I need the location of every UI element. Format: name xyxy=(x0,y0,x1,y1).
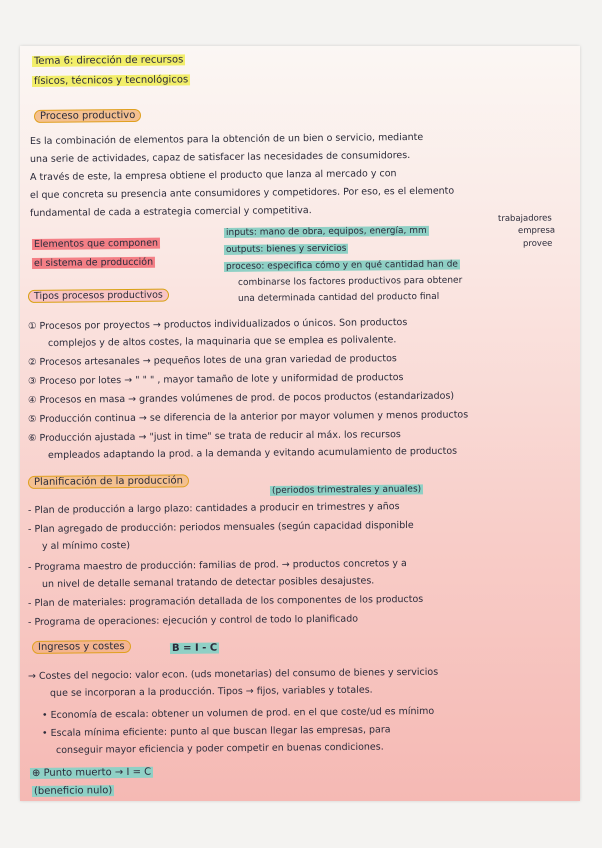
proceso-line-3: A través de este, la empresa obtiene el producto que lanza al mercado y con xyxy=(29,168,397,183)
beneficio-formula: B = I - C xyxy=(171,642,218,654)
tipos-item-3: ③ Proceso por lotes → " " " , mayor tamaño de lote y uniformidad de productos xyxy=(27,372,404,387)
notebook-page xyxy=(20,46,580,801)
periodos-note: (periodos trimestrales y anuales) xyxy=(271,484,422,496)
trabajadores-note: trabajadores xyxy=(497,213,552,224)
inputs-line: inputs: mano de obra, equipos, energía, mm xyxy=(225,225,427,238)
proceso-def-2: combinarse los factores productivos para obtener xyxy=(237,275,463,288)
planificacion-heading: Planificación de la producción xyxy=(28,474,189,489)
costes-line-1: → Costes del negocio: valor econ. (uds monetarias) del consumo de bienes y servicios xyxy=(27,666,439,682)
proceso-line-1: Es la combinación de elementos para la obtención de un bien o servicio, mediante xyxy=(29,131,424,147)
economia-escala: • Economía de escala: obtener un volumen de prod. en el que coste/ud es mínimo xyxy=(41,705,435,721)
costes-line-2: que se incorporan a la producción. Tipos → fijos, variables y totales. xyxy=(49,684,373,699)
plan-item-5: - Programa de operaciones: ejecución y control de todo lo planificado xyxy=(27,613,359,628)
inputs-side-1: empresa xyxy=(517,225,556,236)
punto-muerto: ⊕ Punto muerto → I = C xyxy=(31,766,152,779)
title-line-2: físicos, técnicos y tecnológicos xyxy=(33,74,189,87)
elementos-label-1: Elementos que componen xyxy=(33,237,159,250)
proceso-line-4: el que concreta su presencia ante consumidores y competidores. Por eso, es el elemento xyxy=(29,185,455,201)
proceso-line-5: fundamental de cada a estrategia comercial y competitiva. xyxy=(29,205,312,219)
beneficio-nulo: (beneficio nulo) xyxy=(33,785,113,797)
proceso-line-2: una serie de actividades, capaz de satisfacer las necesidades de consumidores. xyxy=(29,150,411,165)
elementos-label-2: el sistema de producción xyxy=(33,256,154,269)
inputs-side-2: provee xyxy=(522,238,553,249)
proceso-def-1: proceso: especifica cómo y en qué cantidad han de xyxy=(225,259,458,272)
plan-item-3b: un nivel de detalle semanal tratando de detectar posibles desajustes. xyxy=(41,575,375,590)
escala-minima: • Escala mínima eficiente: punto al que buscan llegar las empresas, para xyxy=(41,724,391,739)
title-line-1: Tema 6: dirección de recursos xyxy=(33,54,184,67)
plan-item-2: - Plan agregado de producción: periodos mensuales (según capacidad disponible xyxy=(27,519,414,535)
tipos-item-2: ② Procesos artesanales → pequeños lotes de una gran variedad de productos xyxy=(27,353,397,368)
page-title xyxy=(32,54,185,67)
tipos-item-1b: complejos y de altos costes, la maquinaria que se emplea es polivalente. xyxy=(47,334,397,349)
plan-item-4: - Plan de materiales: programación detallada de los componentes de los productos xyxy=(27,593,424,609)
tipos-heading: Tipos procesos productivos xyxy=(28,289,169,303)
tipos-item-6: ⑥ Producción ajustada → "just in time" se trata de reducir al máx. los recursos xyxy=(27,429,401,444)
plan-item-1: - Plan de producción a largo plazo: cantidades a producir en trimestres y años xyxy=(27,501,400,516)
outputs-line: outputs: bienes y servicios xyxy=(225,243,347,255)
tipos-item-4: ④ Procesos en masa → grandes volúmenes de prod. de pocos productos (estandarizados) xyxy=(27,390,455,406)
ingresos-heading: Ingresos y costes xyxy=(32,640,131,654)
plan-item-2b: y al mínimo coste) xyxy=(41,540,131,552)
plan-item-3: - Programa maestro de producción: familias de prod. → productos concretos y a xyxy=(27,558,407,573)
tipos-item-5: ⑤ Producción continua → se diferencia de la anterior por mayor volumen y menos productos xyxy=(27,409,469,425)
escala-minima-b: conseguir mayor eficiencia y poder competir en buenas condiciones. xyxy=(55,741,384,756)
proceso-heading: Proceso productivo xyxy=(34,109,141,123)
tipos-item-6b: empleados adaptando la prod. a la demanda y evitando acumulamiento de productos xyxy=(47,445,458,461)
proceso-def-3: una determinada cantidad del producto final xyxy=(237,291,440,304)
tipos-item-1: ① Procesos por proyectos → productos individualizados o únicos. Son productos xyxy=(27,317,408,332)
